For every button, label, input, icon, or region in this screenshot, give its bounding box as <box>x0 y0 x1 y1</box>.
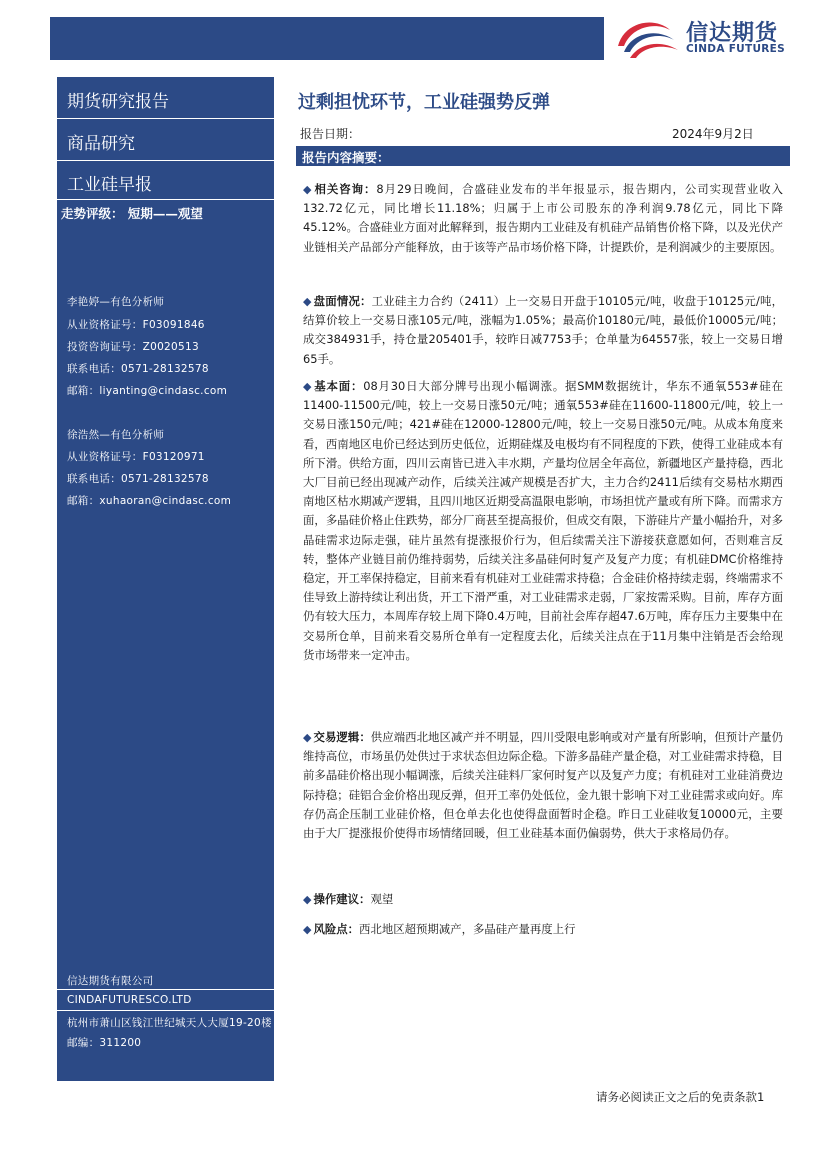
sidebar-divider <box>57 199 274 200</box>
company-postcode: 邮编：311200 <box>67 1037 142 1049</box>
sidebar-divider <box>57 118 274 119</box>
section-advice <box>303 890 783 909</box>
company-name: 信达期货有限公司 <box>67 975 154 987</box>
top-banner <box>50 17 604 60</box>
diamond-bullet-icon: ◆ <box>303 295 312 308</box>
analyst1-qualification: 从业资格证号：F03091846 <box>67 319 205 331</box>
cinda-swirl-logo-icon <box>614 16 682 60</box>
analyst2-name: 徐浩然—有色分析师 <box>67 429 165 441</box>
section-text: 西北地区超预期减产，多晶硅产量再度上行 <box>359 922 576 936</box>
section-risk <box>303 920 783 939</box>
report-product: 工业硅早报 <box>67 175 152 195</box>
diamond-bullet-icon: ◆ <box>303 893 312 906</box>
section-heading: 操作建议： <box>313 892 371 906</box>
section-text: 观望 <box>370 892 394 906</box>
company-website[interactable]: CINDAFUTURESCO.LTD <box>67 994 192 1006</box>
brand-name-cn: 信达期货 <box>686 21 779 46</box>
section-text: 工业硅主力合约（2411）上一交易日开盘于10105元/吨，收盘于10125元/吨，结算价较上一交易日涨105元/吨，涨幅为1.05%；最高价10180元/吨，最低价10005元/吨；成交384931手，持仓量205401手，较昨日减7753手；仓单量为64557张，较上一交易日增65手。 <box>303 294 783 366</box>
section-text: 8月29日晚间，合盛硅业发布的半年报显示，报告期内，公司实现营业收入132.72亿元，同比增长11.18%；归属于上市公司股东的净利润9.78亿元，同比下降45.12%。合盛硅业方面对此解释到，报告期内工业硅及有机硅产品销售价格下降，以及光伏产业链相关产品部分产能释放，由于该等产品市场价格下降，计提跌价，是利润减少的主要原因。 <box>303 182 783 254</box>
section-market <box>303 292 783 369</box>
section-heading: 盘面情况： <box>313 294 372 308</box>
brand-name-en: CINDA FUTURES <box>686 43 786 55</box>
diamond-bullet-icon: ◆ <box>303 731 312 744</box>
analyst1-name: 李艳婷—有色分析师 <box>67 296 165 308</box>
sidebar-divider <box>57 1010 274 1011</box>
section-heading: 交易逻辑： <box>313 730 371 744</box>
disclaimer-note: 请务必阅读正文之后的免责条款1 <box>596 1090 765 1104</box>
brand-logo <box>612 14 802 60</box>
trend-rating: 走势评级： 短期——观望 <box>61 206 203 221</box>
analyst2-email[interactable]: 邮箱：xuhaoran@cindasc.com <box>67 495 232 507</box>
analyst1-email[interactable]: 邮箱：liyanting@cindasc.com <box>67 385 228 397</box>
section-heading: 相关咨询： <box>314 182 377 196</box>
report-date-label: 报告日期： <box>300 127 361 141</box>
diamond-bullet-icon: ◆ <box>303 380 313 393</box>
analyst1-investment-cert: 投资咨询证号：Z0020513 <box>67 341 199 353</box>
diamond-bullet-icon: ◆ <box>303 923 312 936</box>
report-date: 2024年9月2日 <box>672 127 754 141</box>
diamond-bullet-icon: ◆ <box>303 183 313 196</box>
section-related-news <box>303 180 783 257</box>
analyst2-phone: 联系电话：0571-28132578 <box>67 473 209 485</box>
sidebar <box>57 77 274 1081</box>
report-title: 过剩担忧环节，工业硅强势反弹 <box>298 92 550 113</box>
company-address: 杭州市萧山区钱江世纪城天人大厦19-20楼 <box>67 1017 272 1029</box>
summary-heading: 报告内容摘要： <box>302 150 390 165</box>
sidebar-divider <box>57 160 274 161</box>
analyst2-qualification: 从业资格证号：F03120971 <box>67 451 205 463</box>
section-heading: 基本面： <box>314 379 364 393</box>
report-category: 商品研究 <box>67 134 135 154</box>
section-text: 供应端西北地区减产并不明显，四川受限电影响或对产量有所影响，但预计产量仍维持高位，市场虽仍处供过于求状态但边际企稳。下游多晶硅产量企稳，对工业硅需求持稳，目前多晶硅价格出现小幅调涨，后续关注硅料厂家何时复产以及复产力度；有机硅对工业硅消费边际持稳；硅铝合金价格出现反弹，但开工率仍处低位，金九银十影响下对工业硅需求或向好。库存仍高企压制工业硅价格，但仓单去化也使得盘面暂时企稳。昨日工业硅收复10000元，主要由于大厂提涨报价使得市场情绪回暖，但工业硅基本面仍偏弱势，供大于求格局仍存。 <box>303 730 783 841</box>
section-text: 08月30日大部分牌号出现小幅调涨。据SMM数据统计，华东不通氧553#硅在11400-11500元/吨，较上一交易日涨50元/吨；通氧553#硅在11600-11800元/吨，较上一交易日涨150元/吨；421#硅在12000-12800元/吨，较上一交易日涨50元/吨。从成本角度来看，西南地区电价已经达到历史低位，近期硅煤及电极均有不同程度的下跌，使得工业硅成本有所下滑。供给方面，四川云南皆已进入丰水期，产量均位居全年高位，新疆地区产量持稳，西北大厂目前已经出现减产动作，后续关注减产规模是否扩大，主力合约2411后续有交易枯水期西南地区枯水期减产逻辑，且四川地区近期受高温限电影响，市场担忧产量或有所下降。而需求方面，多晶硅价格止住跌势，部分厂商甚至提高报价，但成交有限，下游硅片产量小幅抬升，对多晶硅需求边际走强，硅片虽然有提涨报价行为，但后续需关注下游接获意愿如何，否则难言反转，整体产业链目前仍维持弱势，后续关注多晶硅何时复产及复产力度；有机硅DMC价格维持稳定，开工率保持稳定，目前来看有机硅对工业硅需求持稳；合金硅价格持续走弱，终端需求不佳导致上游持续让利出货，开工下滑严重，对工业硅需求走弱，厂家按需采购。目前，库存方面仍有较大压力，本周库存较上周下降0.4万吨，目前社会库存超47.6万吨，库存压力主要集中在交易所仓单，目前来看交易所仓单有一定程度去化，后续关注点在于11月集中注销是否会给现货市场带来一定冲击。 <box>303 379 783 662</box>
analyst1-phone: 联系电话：0571-28132578 <box>67 363 209 375</box>
sidebar-divider <box>57 989 274 990</box>
report-type: 期货研究报告 <box>67 92 169 112</box>
section-fundamentals <box>303 377 783 665</box>
summary-heading-bar <box>296 146 790 166</box>
section-trading-logic <box>303 728 783 843</box>
section-heading: 风险点： <box>313 922 360 936</box>
